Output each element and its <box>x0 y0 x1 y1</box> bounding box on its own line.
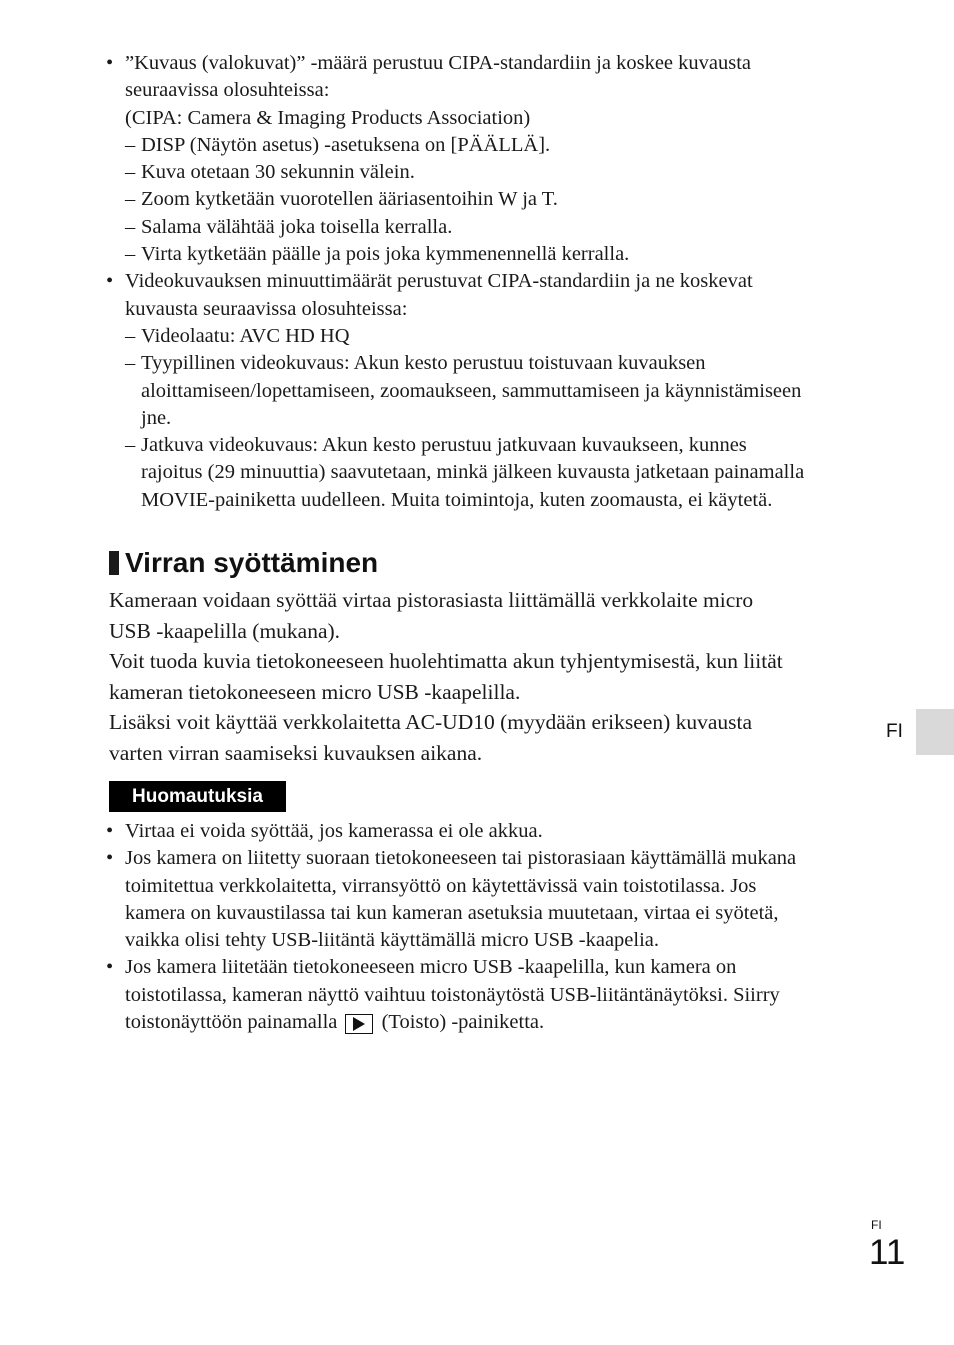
sub-list <box>125 132 866 268</box>
section-line: Lisäksi voit käyttää verkkolaitetta AC-UD10 (myydään erikseen) kuvausta <box>109 710 753 734</box>
sub-item-continuous-video <box>125 432 866 514</box>
language-side-tab <box>916 709 954 755</box>
bullet-line: kuvausta seuraavissa olosuhteissa: <box>125 297 408 320</box>
sub-line: – Videolaatu: AVC HD HQ <box>141 324 350 347</box>
note-line: • Jos kamera liitetään tietokoneeseen micro USB -kaapelilla, kun kamera on <box>125 956 737 979</box>
note-line: • Jos kamera on liitetty suoraan tietokoneeseen tai pistorasiaan käyttämällä mukana <box>125 847 797 870</box>
note-line: kamera on kuvaustilassa tai kun kameran asetuksia muutetaan, virtaa ei syötetä, <box>125 901 779 924</box>
sub-item-typical-video <box>125 350 866 432</box>
notes-list <box>106 818 866 1036</box>
bullet-item-cipa-photos <box>106 50 866 268</box>
play-triangle <box>353 1017 365 1031</box>
heading-marker-icon <box>109 551 119 575</box>
page-number: 11 <box>869 1233 906 1272</box>
note-text-before-icon: toistonäyttöön painamalla <box>125 1011 338 1034</box>
note-text-after-icon: (Toisto) -painiketta. <box>381 1011 545 1034</box>
section-line: kameran tietokoneeseen micro USB -kaapelilla. <box>109 679 521 704</box>
section-line: varten virran saamiseksi kuvauksen aikana. <box>109 740 483 765</box>
play-icon <box>345 1014 373 1034</box>
note-line: toimitettua verkkolaitetta, virransyöttö on käytettävissä vain toistotilassa. Jos <box>125 874 757 897</box>
bullet-line: (CIPA: Camera & Imaging Products Association) <box>125 106 531 129</box>
bullet-line: • Videokuvauksen minuuttimäärät perustuvat CIPA-standardiin ja ne koskevat <box>125 270 753 293</box>
top-bullet-list <box>106 50 866 514</box>
note-line: • Virtaa ei voida syöttää, jos kamerassa ei ole akkua. <box>125 820 543 842</box>
section-line: Voit tuoda kuvia tietokoneeseen huolehtimatta akun tyhjentymisestä, kun liität <box>109 649 783 673</box>
sub-line: aloittamiseen/lopettamiseen, zoomaukseen, sammuttamiseen ja käynnistämiseen <box>141 379 802 402</box>
note-line: vaikka olisi tehty USB-liitäntä käyttämällä micro USB -kaapelia. <box>125 929 660 952</box>
sub-item-power: – Virta kytketään päälle ja pois joka kymmenennellä kerralla. <box>125 241 866 268</box>
sub-item-zoom: – Zoom kytketään vuorotellen ääriasentoihin W ja T. <box>125 186 866 213</box>
section-body <box>109 585 879 768</box>
note-line: toistotilassa, kameran näyttö vaihtuu toistonäytöstä USB-liitäntänäytöksi. Siirry <box>125 983 780 1006</box>
sub-item-interval: – Kuva otetaan 30 sekunnin välein. <box>125 159 866 186</box>
bullet-item-cipa-video <box>106 268 866 514</box>
section-line: Kameraan voidaan syöttää virtaa pistorasiasta liittämällä verkkolaite micro <box>109 588 754 612</box>
language-side-tab-label: FI <box>886 721 903 742</box>
sub-item-flash: – Salama välähtää joka toisella kerralla. <box>125 214 866 241</box>
bullet-line: • ”Kuvaus (valokuvat)” -määrä perustuu CIPA-standardiin ja koskee kuvausta <box>125 52 752 74</box>
sub-line: MOVIE-painiketta uudelleen. Muita toimintoja, kuten zoomausta, ei käytetä. <box>141 488 773 511</box>
sub-list <box>125 323 866 514</box>
section-heading-text: Virran syöttäminen <box>125 547 379 578</box>
sub-item-disp: – DISP (Näytön asetus) -asetuksena on [PÄÄLLÄ]. <box>125 132 866 159</box>
note-item-usb-screen <box>106 954 866 1036</box>
footer-language: FI <box>871 1218 882 1232</box>
sub-line: – Jatkuva videokuvaus: Akun kesto perustuu jatkuvaan kuvaukseen, kunnes <box>141 434 747 457</box>
sub-line: – Tyypillinen videokuvaus: Akun kesto perustuu toistuvaan kuvauksen <box>141 352 706 375</box>
sub-item-video-quality <box>125 323 866 350</box>
sub-line: jne. <box>141 406 172 429</box>
note-line-last <box>125 1009 866 1036</box>
note-item-battery <box>106 818 866 845</box>
section-heading <box>109 545 378 581</box>
note-item-power-supply <box>106 845 866 954</box>
sub-line: rajoitus (29 minuuttia) saavutetaan, minkä jälkeen kuvausta jatketaan painamalla <box>141 461 805 484</box>
bullet-line: seuraavissa olosuhteissa: <box>125 79 330 102</box>
section-line: USB -kaapelilla (mukana). <box>109 618 341 643</box>
notes-label: Huomautuksia <box>109 781 286 812</box>
